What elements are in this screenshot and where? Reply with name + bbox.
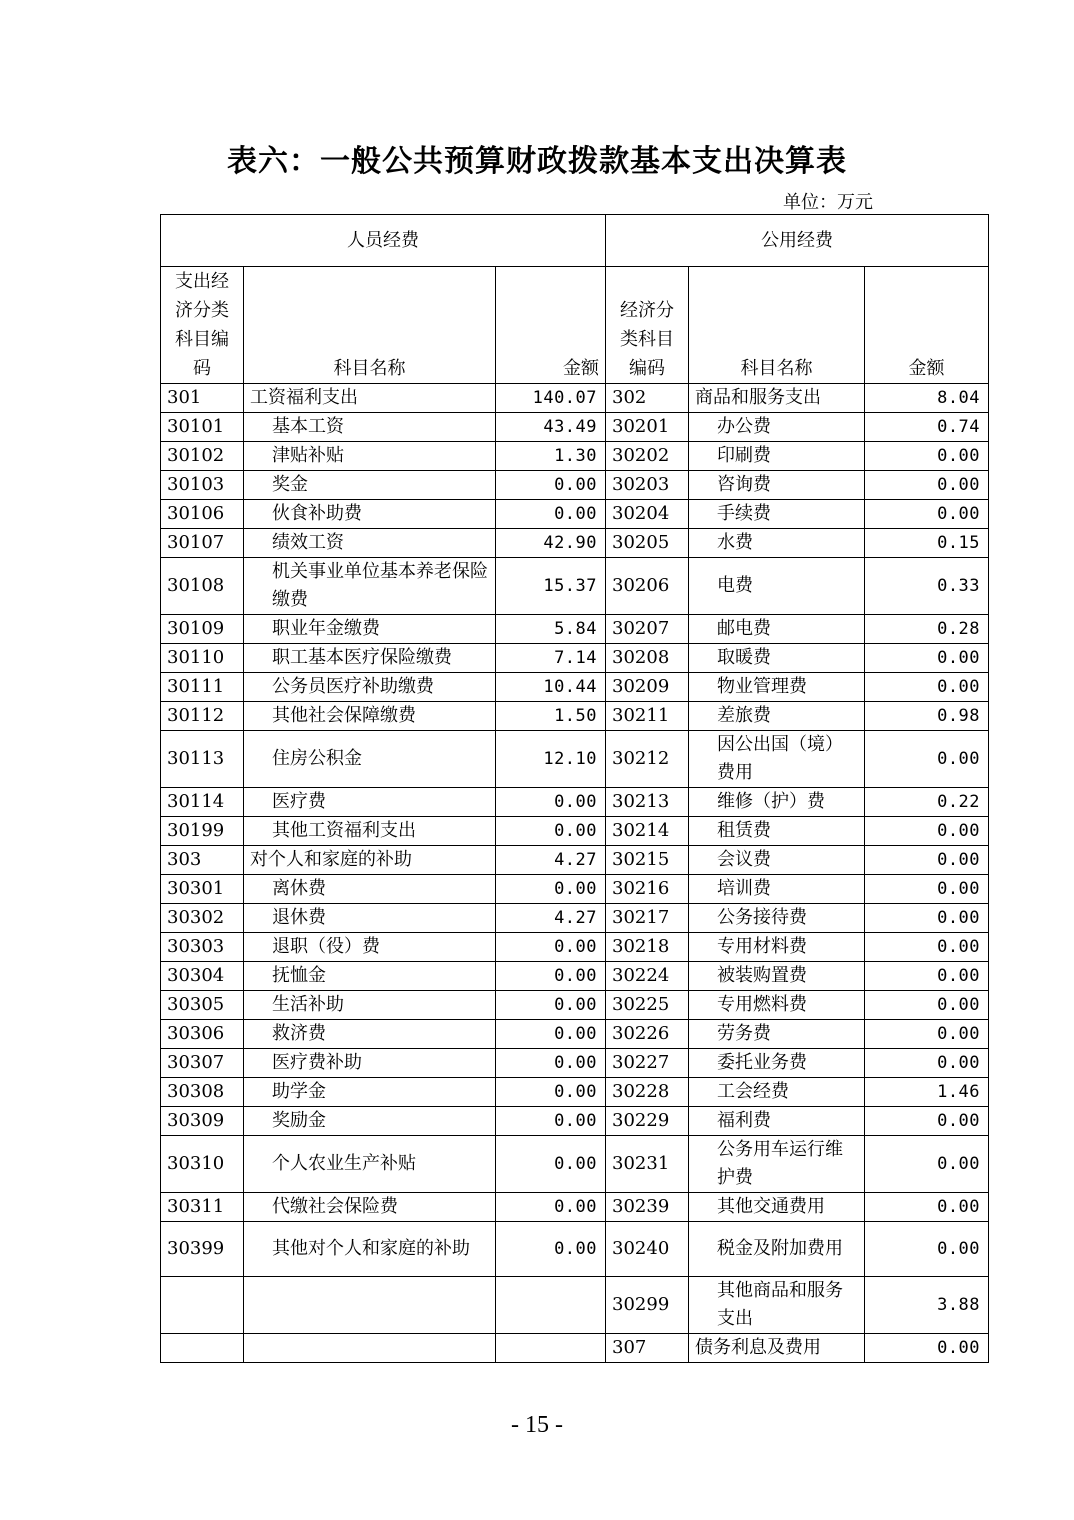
table-row (161, 731, 989, 788)
right-name-cell: 维修（护）费 (689, 788, 865, 817)
right-name-cell: 办公费 (689, 413, 865, 442)
right-name-cell: 培训费 (689, 875, 865, 904)
left-amount-cell: 0.00 (496, 1222, 606, 1277)
right-name-cell: 因公出国（境）费用 (689, 731, 865, 788)
right-name-cell: 其他商品和服务支出 (689, 1277, 865, 1334)
right-amount-cell: 0.00 (865, 644, 989, 673)
table-row (161, 933, 989, 962)
table-row (161, 529, 989, 558)
right-amount-cell: 0.33 (865, 558, 989, 615)
right-code-cell: 30208 (606, 644, 689, 673)
right-code-cell: 30218 (606, 933, 689, 962)
left-amount-cell: 0.00 (496, 788, 606, 817)
left-code-cell: 30102 (161, 442, 244, 471)
right-code-cell: 30228 (606, 1078, 689, 1107)
left-name-cell (244, 1334, 496, 1363)
left-name-cell: 工资福利支出 (244, 384, 496, 413)
right-amount-cell: 0.00 (865, 471, 989, 500)
table-row (161, 644, 989, 673)
right-amount-cell: 0.00 (865, 1334, 989, 1363)
right-amount-cell: 1.46 (865, 1078, 989, 1107)
right-amount-cell: 0.15 (865, 529, 989, 558)
left-name-cell: 住房公积金 (244, 731, 496, 788)
left-code-cell: 303 (161, 846, 244, 875)
left-code-cell: 30103 (161, 471, 244, 500)
left-code-cell: 30311 (161, 1193, 244, 1222)
header-left-amount: 金额 (496, 267, 606, 384)
left-name-cell: 津贴补贴 (244, 442, 496, 471)
table-row (161, 442, 989, 471)
right-name-cell: 会议费 (689, 846, 865, 875)
right-code-cell: 30227 (606, 1049, 689, 1078)
left-code-cell: 30113 (161, 731, 244, 788)
right-name-cell: 委托业务费 (689, 1049, 865, 1078)
right-name-cell: 水费 (689, 529, 865, 558)
left-code-cell: 30304 (161, 962, 244, 991)
left-amount-cell: 10.44 (496, 673, 606, 702)
right-amount-cell: 0.00 (865, 933, 989, 962)
left-name-cell: 医疗费补助 (244, 1049, 496, 1078)
right-amount-cell: 0.00 (865, 875, 989, 904)
right-amount-cell: 0.22 (865, 788, 989, 817)
right-amount-cell: 0.00 (865, 500, 989, 529)
table-row (161, 1277, 989, 1334)
right-name-cell: 专用燃料费 (689, 991, 865, 1020)
left-amount-cell (496, 1277, 606, 1334)
table-row (161, 1078, 989, 1107)
table-row (161, 702, 989, 731)
left-code-cell: 30109 (161, 615, 244, 644)
right-name-cell: 取暖费 (689, 644, 865, 673)
left-amount-cell: 12.10 (496, 731, 606, 788)
right-code-cell: 307 (606, 1334, 689, 1363)
left-amount-cell: 0.00 (496, 933, 606, 962)
left-code-cell: 301 (161, 384, 244, 413)
table-row (161, 991, 989, 1020)
left-code-cell: 30108 (161, 558, 244, 615)
right-name-cell: 公务接待费 (689, 904, 865, 933)
right-name-cell: 邮电费 (689, 615, 865, 644)
left-code-cell: 30112 (161, 702, 244, 731)
right-name-cell: 工会经费 (689, 1078, 865, 1107)
section-public: 公用经费 (606, 215, 989, 267)
left-code-cell: 30310 (161, 1136, 244, 1193)
left-amount-cell: 0.00 (496, 1193, 606, 1222)
right-code-cell: 30201 (606, 413, 689, 442)
left-name-cell: 其他社会保障缴费 (244, 702, 496, 731)
left-code-cell: 30399 (161, 1222, 244, 1277)
left-amount-cell: 0.00 (496, 1049, 606, 1078)
section-personnel: 人员经费 (161, 215, 606, 267)
table-row (161, 1334, 989, 1363)
right-code-cell: 30203 (606, 471, 689, 500)
left-amount-cell: 0.00 (496, 991, 606, 1020)
left-code-cell: 30107 (161, 529, 244, 558)
right-name-cell: 印刷费 (689, 442, 865, 471)
right-amount-cell: 0.00 (865, 991, 989, 1020)
right-code-cell: 30212 (606, 731, 689, 788)
right-amount-cell: 0.00 (865, 1107, 989, 1136)
left-amount-cell: 7.14 (496, 644, 606, 673)
left-amount-cell: 0.00 (496, 1107, 606, 1136)
right-code-cell: 30240 (606, 1222, 689, 1277)
table-row (161, 817, 989, 846)
right-amount-cell: 0.74 (865, 413, 989, 442)
left-code-cell: 30110 (161, 644, 244, 673)
right-amount-cell: 0.00 (865, 1049, 989, 1078)
table-row (161, 846, 989, 875)
left-amount-cell (496, 1334, 606, 1363)
table-row (161, 1193, 989, 1222)
right-amount-cell: 0.00 (865, 1193, 989, 1222)
left-amount-cell: 0.00 (496, 500, 606, 529)
right-name-cell: 专用材料费 (689, 933, 865, 962)
header-right-amount: 金额 (865, 267, 989, 384)
right-amount-cell: 0.00 (865, 1020, 989, 1049)
left-code-cell: 30199 (161, 817, 244, 846)
right-name-cell: 租赁费 (689, 817, 865, 846)
right-name-cell: 手续费 (689, 500, 865, 529)
right-name-cell: 债务利息及费用 (689, 1334, 865, 1363)
left-name-cell: 医疗费 (244, 788, 496, 817)
right-name-cell: 福利费 (689, 1107, 865, 1136)
right-amount-cell: 0.00 (865, 817, 989, 846)
right-amount-cell: 0.00 (865, 673, 989, 702)
right-name-cell: 公务用车运行维护费 (689, 1136, 865, 1193)
table-row (161, 962, 989, 991)
right-code-cell: 30229 (606, 1107, 689, 1136)
left-amount-cell: 0.00 (496, 1078, 606, 1107)
right-code-cell: 30225 (606, 991, 689, 1020)
left-amount-cell: 4.27 (496, 904, 606, 933)
header-right-name: 科目名称 (689, 267, 865, 384)
right-code-cell: 30231 (606, 1136, 689, 1193)
left-code-cell: 30111 (161, 673, 244, 702)
left-name-cell: 奖励金 (244, 1107, 496, 1136)
header-left-code: 支出经济分类科目编码 (161, 267, 244, 384)
left-amount-cell: 0.00 (496, 875, 606, 904)
table-row (161, 413, 989, 442)
column-header-row (161, 267, 989, 384)
right-amount-cell: 0.98 (865, 702, 989, 731)
left-code-cell: 30309 (161, 1107, 244, 1136)
table-row (161, 1222, 989, 1277)
right-code-cell: 30226 (606, 1020, 689, 1049)
left-name-cell: 助学金 (244, 1078, 496, 1107)
table-row (161, 673, 989, 702)
table-row (161, 471, 989, 500)
table-row (161, 1107, 989, 1136)
right-code-cell: 30205 (606, 529, 689, 558)
right-code-cell: 30211 (606, 702, 689, 731)
left-code-cell: 30307 (161, 1049, 244, 1078)
right-code-cell: 30204 (606, 500, 689, 529)
left-name-cell: 离休费 (244, 875, 496, 904)
table-row (161, 558, 989, 615)
budget-table (160, 214, 989, 1363)
table-row (161, 875, 989, 904)
right-code-cell: 30213 (606, 788, 689, 817)
table-row (161, 615, 989, 644)
left-code-cell (161, 1277, 244, 1334)
right-amount-cell: 3.88 (865, 1277, 989, 1334)
right-code-cell: 30239 (606, 1193, 689, 1222)
left-name-cell: 其他对个人和家庭的补助 (244, 1222, 496, 1277)
right-name-cell: 商品和服务支出 (689, 384, 865, 413)
left-name-cell: 奖金 (244, 471, 496, 500)
left-name-cell: 个人农业生产补贴 (244, 1136, 496, 1193)
left-amount-cell: 43.49 (496, 413, 606, 442)
left-name-cell: 公务员医疗补助缴费 (244, 673, 496, 702)
left-name-cell (244, 1277, 496, 1334)
left-amount-cell: 0.00 (496, 1136, 606, 1193)
left-name-cell: 职业年金缴费 (244, 615, 496, 644)
right-amount-cell: 0.28 (865, 615, 989, 644)
right-amount-cell: 0.00 (865, 846, 989, 875)
right-amount-cell: 8.04 (865, 384, 989, 413)
left-code-cell: 30305 (161, 991, 244, 1020)
left-code-cell: 30306 (161, 1020, 244, 1049)
left-code-cell: 30101 (161, 413, 244, 442)
left-name-cell: 职工基本医疗保险缴费 (244, 644, 496, 673)
section-header-row (161, 215, 989, 267)
left-name-cell: 对个人和家庭的补助 (244, 846, 496, 875)
left-amount-cell: 15.37 (496, 558, 606, 615)
left-amount-cell: 1.50 (496, 702, 606, 731)
right-name-cell: 电费 (689, 558, 865, 615)
table-row (161, 1136, 989, 1193)
right-name-cell: 其他交通费用 (689, 1193, 865, 1222)
right-name-cell: 被装购置费 (689, 962, 865, 991)
right-code-cell: 30217 (606, 904, 689, 933)
table-row (161, 500, 989, 529)
right-amount-cell: 0.00 (865, 1136, 989, 1193)
left-name-cell: 基本工资 (244, 413, 496, 442)
left-amount-cell: 140.07 (496, 384, 606, 413)
left-code-cell: 30114 (161, 788, 244, 817)
right-name-cell: 差旅费 (689, 702, 865, 731)
right-code-cell: 30216 (606, 875, 689, 904)
left-amount-cell: 42.90 (496, 529, 606, 558)
right-amount-cell: 0.00 (865, 731, 989, 788)
table-row (161, 384, 989, 413)
right-code-cell: 30209 (606, 673, 689, 702)
left-name-cell: 退休费 (244, 904, 496, 933)
left-amount-cell: 4.27 (496, 846, 606, 875)
header-right-code: 经济分类科目编码 (606, 267, 689, 384)
left-name-cell: 抚恤金 (244, 962, 496, 991)
right-amount-cell: 0.00 (865, 442, 989, 471)
page-number: - 15 - (511, 1412, 563, 1438)
right-name-cell: 物业管理费 (689, 673, 865, 702)
left-amount-cell: 0.00 (496, 471, 606, 500)
right-amount-cell: 0.00 (865, 1222, 989, 1277)
right-code-cell: 30299 (606, 1277, 689, 1334)
right-code-cell: 30202 (606, 442, 689, 471)
left-amount-cell: 1.30 (496, 442, 606, 471)
left-name-cell: 生活补助 (244, 991, 496, 1020)
left-name-cell: 伙食补助费 (244, 500, 496, 529)
right-code-cell: 30207 (606, 615, 689, 644)
right-name-cell: 劳务费 (689, 1020, 865, 1049)
left-amount-cell: 0.00 (496, 962, 606, 991)
right-code-cell: 30214 (606, 817, 689, 846)
left-amount-cell: 5.84 (496, 615, 606, 644)
table-row (161, 788, 989, 817)
table-row (161, 1049, 989, 1078)
left-name-cell: 绩效工资 (244, 529, 496, 558)
unit-label: 单位：万元 (783, 192, 873, 213)
right-name-cell: 税金及附加费用 (689, 1222, 865, 1277)
right-code-cell: 302 (606, 384, 689, 413)
page-title: 表六：一般公共预算财政拨款基本支出决算表 (227, 144, 847, 179)
left-name-cell: 机关事业单位基本养老保险缴费 (244, 558, 496, 615)
table-row (161, 904, 989, 933)
left-name-cell: 其他工资福利支出 (244, 817, 496, 846)
right-name-cell: 咨询费 (689, 471, 865, 500)
left-name-cell: 救济费 (244, 1020, 496, 1049)
left-code-cell: 30308 (161, 1078, 244, 1107)
left-name-cell: 代缴社会保险费 (244, 1193, 496, 1222)
right-code-cell: 30206 (606, 558, 689, 615)
left-code-cell: 30303 (161, 933, 244, 962)
right-code-cell: 30215 (606, 846, 689, 875)
left-code-cell: 30106 (161, 500, 244, 529)
right-amount-cell: 0.00 (865, 904, 989, 933)
right-code-cell: 30224 (606, 962, 689, 991)
left-code-cell: 30301 (161, 875, 244, 904)
left-code-cell (161, 1334, 244, 1363)
left-amount-cell: 0.00 (496, 1020, 606, 1049)
left-amount-cell: 0.00 (496, 817, 606, 846)
header-left-name: 科目名称 (244, 267, 496, 384)
right-amount-cell: 0.00 (865, 962, 989, 991)
table-row (161, 1020, 989, 1049)
left-name-cell: 退职（役）费 (244, 933, 496, 962)
left-code-cell: 30302 (161, 904, 244, 933)
